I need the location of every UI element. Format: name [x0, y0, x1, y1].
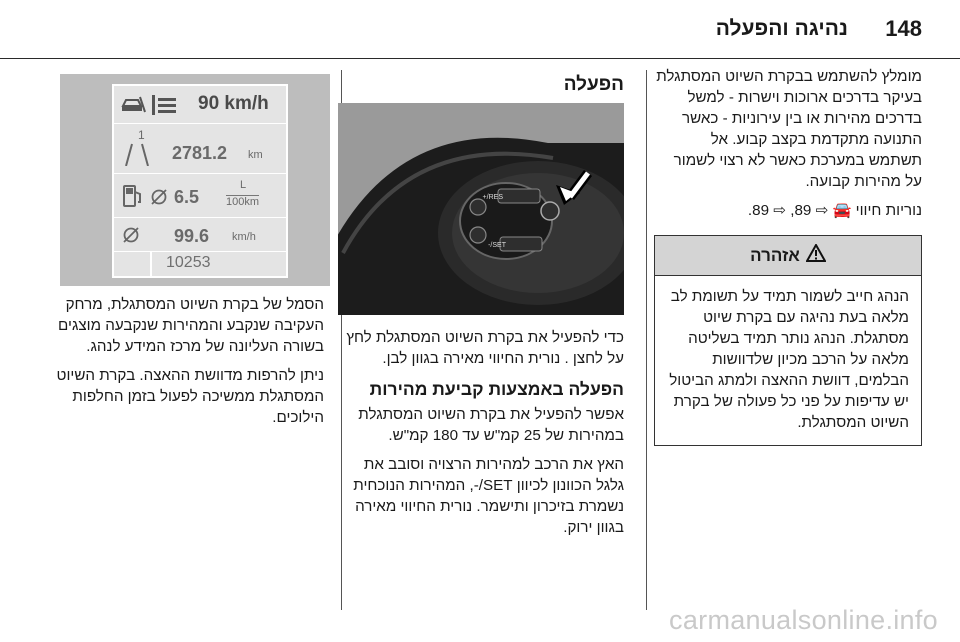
set-speed-paragraph: האץ את הרכב למהירות הרצויה וסובב את גלגל הכוונון לכיוון SET/-, המהירות הנוכחית נשמרת בזיכרון ותישמר. נורית החיווי מאירה בגוון ירוק. — [353, 456, 624, 536]
subsection-title: הפעלה באמצעות קביעת מהירות — [369, 379, 624, 399]
warning-triangle-icon — [806, 244, 826, 267]
fuel-unit-liters: L — [240, 179, 247, 191]
cluster-row-odometer — [114, 124, 286, 174]
fuel-unit-distance: 100km — [226, 196, 260, 208]
section-title: הפעלה — [563, 74, 624, 95]
speed-range-paragraph: אפשר להפעיל את בקרת השיוט המסתגלת במהירות של 25 קמ"ש עד 180 קמ"ש. — [358, 406, 624, 444]
odometer-value: 2781.2 — [172, 143, 228, 163]
warning-box — [654, 235, 922, 446]
warning-header — [655, 236, 921, 276]
cluster-divider — [150, 252, 152, 276]
lane-indicator: 1 — [138, 128, 145, 142]
fuel-consumption-value: 6.5 — [174, 187, 200, 207]
steering-wheel-controls-figure — [338, 103, 624, 315]
left-column — [42, 294, 324, 436]
odometer-unit: km — [248, 149, 263, 161]
warning-title: אזהרה — [750, 246, 800, 265]
right-column — [654, 66, 922, 446]
cluster-row-average-speed — [114, 218, 286, 252]
total-distance-value: 10253 — [166, 254, 211, 271]
chapter-title: נהיגה והפעלה — [715, 17, 848, 40]
intro-paragraph: מומלץ להשתמש בבקרת השיוט המסתגלת בעיקר בדרכים ארוכות וישרות - למשל בדרכים מהירות או בין עירוניות - כאשר התנועה מתקדמת בקצב קבוע. אל תשתמש במערכת כאשר לא רצוי לשמור על מהירות קבועה. — [656, 68, 922, 190]
header-divider — [0, 58, 960, 59]
cluster-caption-paragraph: הסמל של בקרת השיוט המסתגלת, מרחק העקיבה שנקבע והמהירות שנקבעה מוצגים בשורה העליונה של מרכז המידע לנהג. — [58, 296, 324, 355]
page-number: 148 — [885, 16, 922, 41]
indicator-cross-reference: נוריות חיווי 🚘 ⇨ 89, ⇨ 89. — [747, 202, 922, 219]
middle-column — [338, 74, 624, 546]
gap-bars-icon — [152, 95, 178, 120]
average-speed-unit: km/h — [232, 231, 256, 243]
set-speed-readout: 90 km/h — [198, 93, 269, 114]
average-symbol-icon — [122, 226, 140, 249]
steering-wheel-controls-icon — [338, 103, 624, 315]
activation-paragraph: כדי להפעיל את בקרת השיוט המסתגלת לחץ על לחצן . נורית החיווי מאירה בגוון לבן. — [346, 329, 624, 367]
average-speed-value: 99.6 — [174, 226, 210, 246]
car-distance-icon — [120, 94, 146, 119]
cluster-row-total — [114, 252, 286, 276]
instrument-cluster-figure — [60, 74, 330, 286]
road-lines-icon — [122, 142, 152, 171]
cluster-row-fuel — [114, 174, 286, 218]
fuel-pump-icon — [122, 184, 144, 213]
column-divider-right — [646, 70, 647, 610]
figure-button-label: RES/+ — [482, 194, 503, 201]
cluster-row-speed — [114, 86, 286, 124]
average-symbol-icon — [150, 188, 168, 211]
watermark: carmanualsonline.info — [669, 605, 938, 635]
warning-body: הנהג חייב לשמור תמיד על תשומת לב מלאה בעת נהיגה עם בקרת שיוט מסתגלת. הנהג נותר תמיד בשליטה מלאה על הרכב מכיון שלדוושות הבלמים, דוושת ההאצה ולמתג הביטול יש עדיפות על פני כל פעולה של בקרת השיוט המסתגלת. — [669, 288, 909, 431]
driver-info-display — [112, 84, 288, 278]
accelerator-release-paragraph: ניתן להרפות מדוושת ההאצה. בקרת השיוט המסתגלת ממשיכה לפעול בזמן החלפות הילוכים. — [56, 367, 324, 426]
figure-button-label: SET/- — [488, 242, 506, 249]
